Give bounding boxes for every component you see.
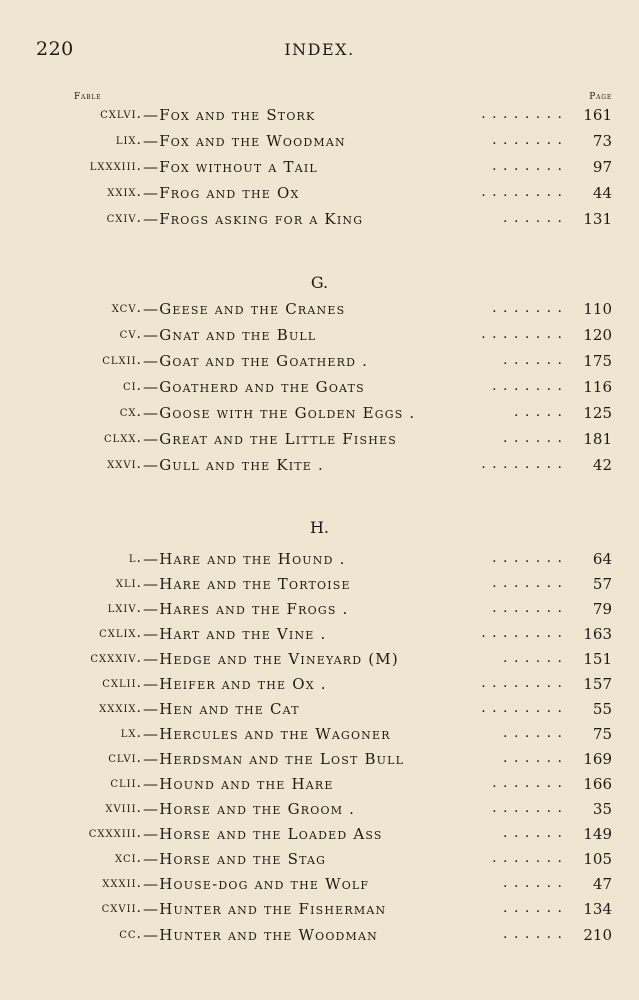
fable-title: —Geese and the Cranes	[143, 300, 346, 318]
fable-title: —Hunter and the Woodman	[143, 926, 378, 944]
page-ref: 55	[592, 700, 612, 718]
fable-title: —Fox and the Woodman	[143, 132, 346, 150]
dot-leaders: . . . . . . . .	[481, 625, 563, 641]
page-ref: 125	[583, 404, 612, 422]
fable-title: —Frogs asking for a King	[143, 210, 364, 228]
index-entry	[0, 625, 639, 647]
fable-numeral: xxix.	[107, 184, 142, 200]
dot-leaders: . . . . . .	[503, 900, 563, 916]
dot-leaders: . . . . . . .	[492, 600, 563, 616]
page-ref: 181	[583, 430, 612, 448]
index-entry	[0, 900, 639, 922]
dot-leaders: . . . . . .	[503, 430, 563, 446]
column-headers	[0, 92, 639, 106]
page-ref: 166	[583, 775, 612, 793]
dot-leaders: . . . . . . . .	[481, 184, 563, 200]
dot-leaders: . . . . . . .	[492, 132, 563, 148]
page-ref: 35	[592, 800, 612, 818]
dot-leaders: . . . . . .	[503, 750, 563, 766]
index-entry	[0, 650, 639, 672]
page-column-header: Page	[589, 92, 612, 102]
dot-leaders: . . . . . . .	[492, 378, 563, 394]
fable-numeral: clvi.	[108, 750, 142, 766]
fable-title: —Fox without a Tail	[143, 158, 318, 176]
index-entry	[0, 430, 639, 452]
fable-title: —Herdsman and the Lost Bull	[143, 750, 405, 768]
page-ref: 57	[592, 575, 612, 593]
page-ref: 149	[583, 825, 612, 843]
page-ref: 175	[583, 352, 612, 370]
fable-title: —Hedge and the Vineyard (M)	[143, 650, 399, 668]
dot-leaders: . . . . . . . .	[481, 326, 563, 342]
index-entry	[0, 750, 639, 772]
fable-numeral: l.	[128, 550, 142, 566]
index-entry	[0, 875, 639, 897]
fable-numeral: cxiv.	[106, 210, 142, 226]
fable-numeral: xli.	[115, 575, 142, 591]
fable-numeral: cxvii.	[101, 900, 142, 916]
index-entry	[0, 184, 639, 206]
page-ref: 79	[592, 600, 612, 618]
fable-numeral: lix.	[115, 132, 142, 148]
index-entry	[0, 775, 639, 797]
fable-numeral: lx.	[120, 725, 142, 741]
dot-leaders: . . . . . .	[503, 875, 563, 891]
fable-title: —House-dog and the Wolf	[143, 875, 370, 893]
fable-title: —Hare and the Tortoise	[143, 575, 351, 593]
index-entry	[0, 725, 639, 747]
fable-numeral: cv.	[119, 326, 142, 342]
fable-numeral: xci.	[115, 850, 142, 866]
fable-numeral: clii.	[110, 775, 142, 791]
fable-numeral: xxxii.	[102, 875, 142, 891]
section-letter: G.	[310, 273, 329, 292]
fable-numeral: cxlvi.	[100, 106, 142, 122]
page-ref: 44	[592, 184, 612, 202]
dot-leaders: . . . . . .	[503, 926, 563, 942]
fable-numeral: xxxix.	[99, 700, 142, 716]
fable-numeral: xcv.	[111, 300, 142, 316]
index-entry	[0, 550, 639, 572]
page-header	[0, 38, 639, 64]
index-entry	[0, 352, 639, 374]
dot-leaders: . . . . . . .	[492, 775, 563, 791]
page-ref: 47	[592, 875, 612, 893]
dot-leaders: . . . . . .	[503, 725, 563, 741]
page-ref: 134	[583, 900, 612, 918]
page-ref: 75	[592, 725, 612, 743]
index-entry	[0, 404, 639, 426]
fable-numeral: cx.	[119, 404, 142, 420]
dot-leaders: . . . . .	[513, 404, 563, 420]
page-ref: 161	[583, 106, 612, 124]
index-entry	[0, 575, 639, 597]
fable-title: —Heifer and the Ox .	[143, 675, 327, 693]
fable-title: —Goatherd and the Goats	[143, 378, 365, 396]
fable-title: —Horse and the Groom .	[143, 800, 356, 818]
index-entry	[0, 158, 639, 180]
fable-title: —Hart and the Vine .	[143, 625, 327, 643]
index-entry	[0, 700, 639, 722]
dot-leaders: . . . . . . .	[492, 800, 563, 816]
fable-title: —Goose with the Golden Eggs .	[143, 404, 416, 422]
index-entry	[0, 850, 639, 872]
page-ref: 116	[583, 378, 612, 396]
fable-numeral: cxxxiv.	[90, 650, 142, 666]
page-ref: 64	[592, 550, 612, 568]
page-ref: 110	[583, 300, 612, 318]
page-ref: 42	[592, 456, 612, 474]
page-ref: 210	[583, 926, 612, 944]
page-ref: 120	[583, 326, 612, 344]
page-ref: 169	[583, 750, 612, 768]
page-ref: 73	[592, 132, 612, 150]
fable-title: —Hare and the Hound .	[143, 550, 346, 568]
dot-leaders: . . . . . .	[503, 352, 563, 368]
page-ref: 163	[583, 625, 612, 643]
dot-leaders: . . . . . . . .	[481, 700, 563, 716]
dot-leaders: . . . . . . . .	[481, 675, 563, 691]
page-ref: 105	[583, 850, 612, 868]
fable-title: —Hares and the Frogs .	[143, 600, 349, 618]
index-entry	[0, 926, 639, 948]
index-entry	[0, 378, 639, 400]
dot-leaders: . . . . . . .	[492, 300, 563, 316]
fable-title: —Hound and the Hare	[143, 775, 334, 793]
index-entry	[0, 456, 639, 478]
page-ref: 131	[583, 210, 612, 228]
dot-leaders: . . . . . .	[503, 825, 563, 841]
dot-leaders: . . . . . . .	[492, 575, 563, 591]
index-entry	[0, 326, 639, 348]
index-entry	[0, 132, 639, 154]
fable-title: —Gnat and the Bull	[143, 326, 317, 344]
index-entry	[0, 800, 639, 822]
fable-title: —Gull and the Kite .	[143, 456, 324, 474]
fable-numeral: xviii.	[105, 800, 142, 816]
fable-numeral: cxxxiii.	[88, 825, 142, 841]
dot-leaders: . . . . . .	[503, 210, 563, 226]
fable-title: —Frog and the Ox	[143, 184, 300, 202]
fable-title: —Horse and the Stag	[143, 850, 327, 868]
fable-numeral: lxiv.	[107, 600, 142, 616]
fable-numeral: clxx.	[104, 430, 142, 446]
index-entry	[0, 600, 639, 622]
index-entry	[0, 675, 639, 697]
fable-numeral: clxii.	[102, 352, 142, 368]
running-title: INDEX.	[284, 40, 355, 59]
fable-numeral: lxxxiii.	[89, 158, 142, 174]
fable-numeral: ci.	[122, 378, 142, 394]
fable-numeral: cc.	[119, 926, 142, 942]
fable-title: —Hercules and the Wagoner	[143, 725, 391, 743]
fable-title: —Hunter and the Fisherman	[143, 900, 387, 918]
dot-leaders: . . . . . . .	[492, 850, 563, 866]
fable-title: —Hen and the Cat	[143, 700, 300, 718]
page-ref: 97	[592, 158, 612, 176]
dot-leaders: . . . . . .	[503, 650, 563, 666]
fable-numeral: cxlix.	[99, 625, 142, 641]
index-entry	[0, 300, 639, 322]
fable-numeral: cxlii.	[102, 675, 142, 691]
fable-column-header: Fable	[74, 92, 102, 102]
dot-leaders: . . . . . . . .	[481, 106, 563, 122]
page-ref: 151	[583, 650, 612, 668]
fable-title: —Goat and the Goatherd .	[143, 352, 369, 370]
index-entry	[0, 106, 639, 128]
dot-leaders: . . . . . . .	[492, 158, 563, 174]
fable-title: —Fox and the Stork	[143, 106, 316, 124]
dot-leaders: . . . . . . . .	[481, 456, 563, 472]
fable-numeral: xxvi.	[107, 456, 142, 472]
fable-title: —Horse and the Loaded Ass	[143, 825, 383, 843]
index-entry	[0, 210, 639, 232]
section-letter: H.	[309, 518, 330, 537]
dot-leaders: . . . . . . .	[492, 550, 563, 566]
index-entry	[0, 825, 639, 847]
page-number: 220	[36, 38, 74, 60]
page-ref: 157	[583, 675, 612, 693]
fable-title: —Great and the Little Fishes	[143, 430, 397, 448]
